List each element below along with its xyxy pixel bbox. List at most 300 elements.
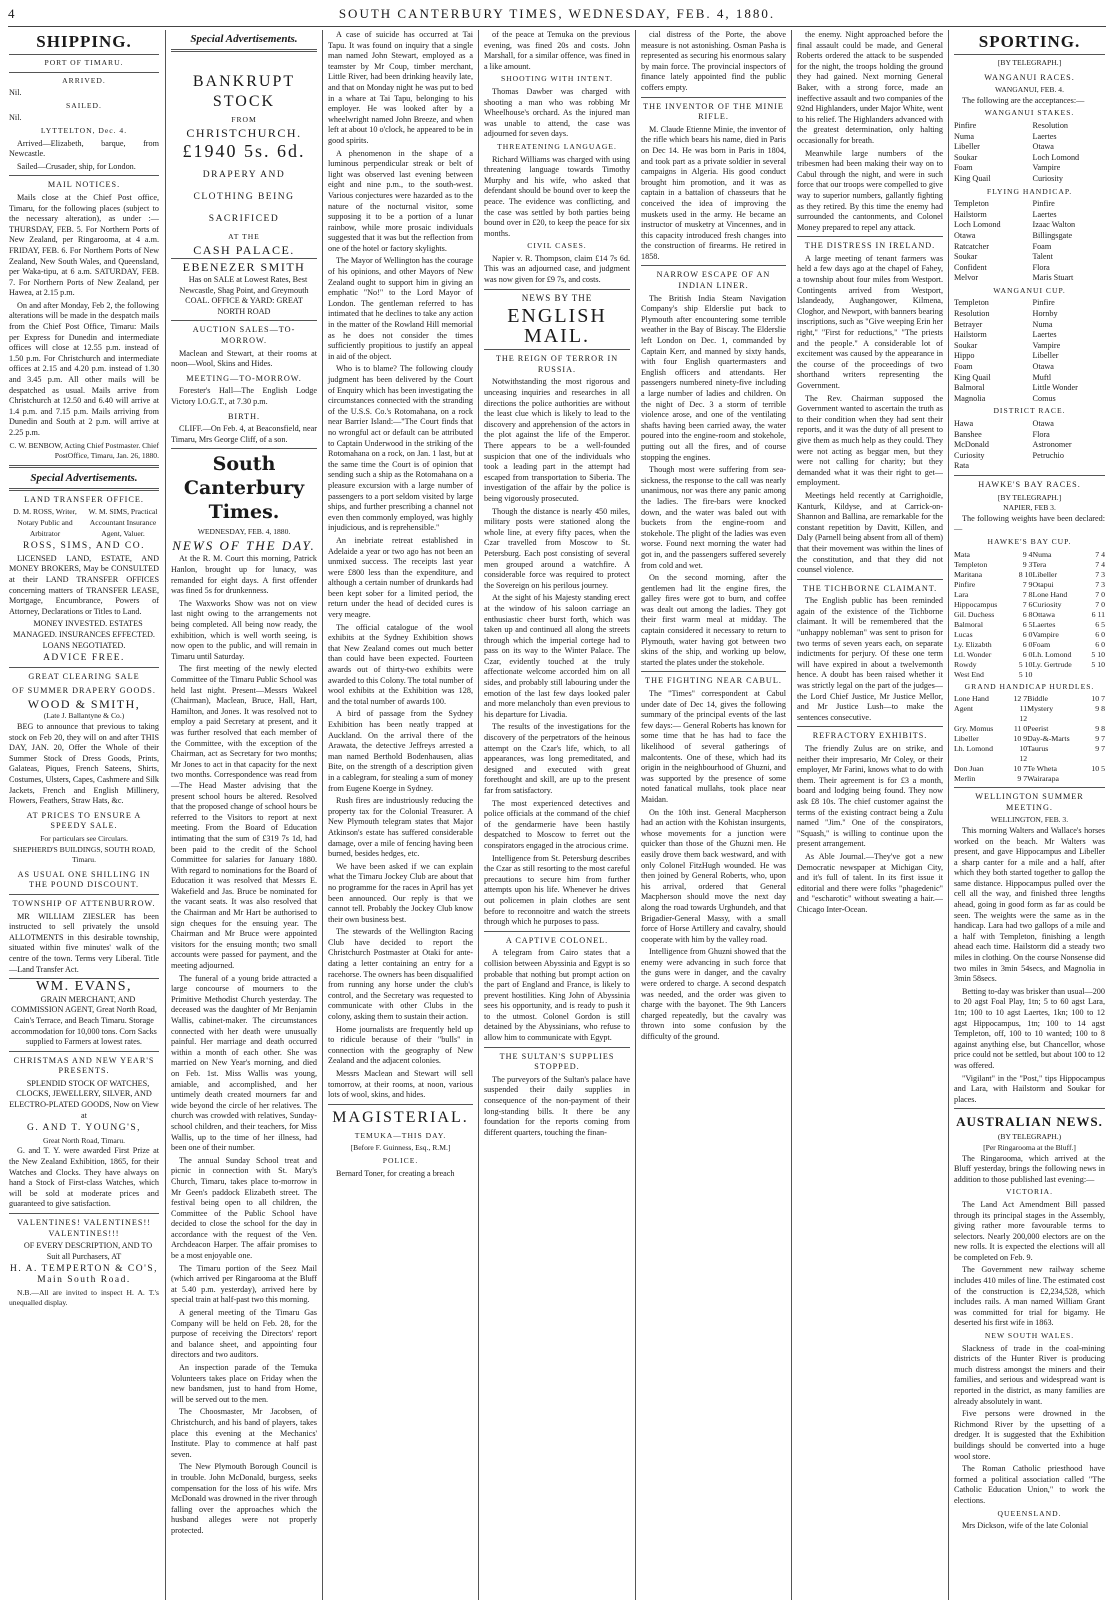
sultan-heading: THE SULTAN'S SUPPLIES STOPPED.	[499, 1051, 615, 1072]
birth-heading: BIRTH.	[227, 411, 261, 421]
entries-right	[1033, 298, 1105, 404]
weights-row	[954, 734, 1105, 744]
entry-name: Hailstorm	[954, 330, 987, 340]
queensland-heading: QUEENSLAND.	[997, 1508, 1062, 1518]
young-heading: G. AND T. YOUNG'S,	[26, 1123, 142, 1134]
evans-heading: WM. EVANS,	[35, 979, 133, 995]
news-item: At the R. M. Court this morning, Patrick Hanlon, brought up for lunacy, was remanded for eight days. A first offender was fined 5s for drunkenness.	[171, 554, 317, 596]
article-para: Intelligence from Ghuzni showed that the enemy were advancing in such force that the guns were in danger, and the cavalry were ordered to charge. A second despatch was needed, and the order was given to charge with the bayonet. The 9th Lancers charged repeatedly, but the cavalry was thrown into some confusion by the difficulty of the ground.	[641, 947, 786, 1042]
horse-weight: 6 11	[1091, 609, 1105, 619]
entry-name: Foam	[954, 163, 973, 173]
entry-name: Resolution	[954, 309, 990, 319]
news-item: The Mayor of Wellington has the courage of his opinions, and other Mayors of New Zealand ought to support him in giving an emphatic "No!" to the Lord Mayor of London. The gentleman referred to has intimated that he declines to take any action in the matter of the Rowland Hill memorial as he does not consider the times sufficiently propitious to justify an appeal in aid of the object.	[328, 256, 473, 361]
speedy-sale: AT PRICES TO ENSURE A SPEEDY SALE.	[26, 810, 142, 831]
entry-name: Laertes	[1032, 131, 1057, 141]
mail-body-2: On and after Monday, Feb 2, the following alterations will be made in the despatch mails from the Chief Post Office, Timaru: Mails per Express for Dunedin and intermediate offices will close at 12.55 p.m. instead of 1.50 p.m. For Christchurch and intermediate offices at 2.15 and 4.20 p.m. instead of 1.30 and 3.45 p.m. All other mails will be despatched as usual. Mails arrive from Christchurch at 12.50 and 6.40 will arrive at 1.4 p.m. and 7.15 p.m. Mails arriving from Dunedin and South at 2 p.m. will arrive at 2.25 p.m.	[9, 300, 159, 437]
article-para: The results of the investigations for the discovery of the perpetrators of the heinous attempt on the Czar's life, which, to all appearances, was long premeditated, and designed and executed with great forethought and skill, are up to the present far from satisfactory.	[484, 722, 630, 795]
mail-heading: MAIL NOTICES.	[47, 180, 121, 190]
horse-weight: 10 9	[1013, 734, 1028, 744]
horse-name: Mystery	[1027, 704, 1054, 714]
horse-name: Balmoral	[954, 619, 984, 629]
entries-district	[954, 419, 1105, 472]
summer-drapery: OF SUMMER DRAPERY GOODS.	[12, 686, 156, 696]
horse-name: Tera	[1032, 559, 1047, 569]
rule	[484, 349, 630, 350]
entry-name: Hippo	[954, 351, 975, 361]
discount-note: AS USUAL ONE SHILLING IN THE POUND DISCOUNT.	[17, 869, 151, 890]
article-para: Mrs Dickson, wife of the late Colonial	[962, 1521, 1089, 1531]
port-heading: PORT OF TIMARU.	[44, 58, 124, 67]
rule	[954, 1108, 1105, 1109]
article-para: Meetings held recently at Carrighoidle, Kanturk, Kildyse, and at Carrick-on-Shannon and Ballina, are remarkable for the constant repetition by Davitt, Killen, and Daly (Parnell being absent from all of them) that their movement was within the lines of the constitution, and that they did not counsel violence.	[797, 490, 943, 575]
article-para: Slackness of trade in the coal-mining districts of the Hunter River is producing much distress amongst the miners and their families, and serious and widespread want is reported in the district, as many families are already absolutely in want.	[954, 1343, 1105, 1406]
rule	[641, 671, 786, 672]
weights-row	[954, 764, 1105, 774]
entry-name: Flora	[1032, 262, 1050, 272]
sporting-heading: SPORTING.	[978, 32, 1081, 51]
rule	[9, 175, 159, 176]
entries-stakes	[954, 121, 1105, 185]
rule	[171, 258, 317, 259]
christchurch-label: CHRISTCHURCH.	[186, 125, 302, 140]
ross-sims-heading: ROSS, SIMS, AND CO.	[23, 541, 145, 552]
horse-name: Ly. Gertrude	[1032, 659, 1072, 669]
entry-name: Ratcatcher	[954, 241, 990, 251]
article-para: The English public has been reminded again of the existence of the Tichborne claimant. It will be remembered that the "unhappy nobleman" was sent to prison for two terms of seven years each, on separate indictments for perjury. Of these one term will have expired in about a twelvemonth hence. A doubt has been raised whether it was strictly legal on the part of the judges—the Lord Chief Justice, Mr Justice Mellor, and Mr Justice Lush—to make the sentences consecutive.	[797, 596, 943, 722]
ireland-heading: THE DISTRESS IN IRELAND.	[804, 241, 936, 251]
entry-name: Otawa	[1032, 419, 1054, 428]
shepherd-buildings: SHEPHERD'S BUILDINGS, SOUTH ROAD, Timaru.	[12, 844, 156, 865]
news-of-day-heading: NEWS OF THE DAY.	[172, 537, 316, 553]
horse-name: Biddle	[1027, 694, 1048, 704]
horse-name	[1032, 670, 1091, 680]
drapery-label: DRAPERY AND CLOTHING BEING SACRIFICED	[193, 170, 295, 225]
victoria-heading: VICTORIA.	[1005, 1187, 1054, 1197]
auction-heading: AUCTION SALES—TO-MORROW.	[192, 325, 296, 345]
acceptances-intro: The following are the acceptances:—	[962, 95, 1085, 105]
news-item: Rush fires are industriously reducing the property tax for the Colonial Treasurer. A New Plymouth telegram states that Major Atkinson's estate has suffered considerable damage, over a mile of fencing having been burned, besides hedges, etc.	[328, 796, 473, 859]
horse-name: Mata	[954, 549, 971, 559]
telegraph-label: [BY TELEGRAPH.]	[997, 492, 1062, 502]
court-subheading: THREATENING LANGUAGE.	[497, 141, 617, 151]
entry-name: Banshee	[954, 429, 982, 439]
court-item: Thomas Dawber was charged with shooting a man who was robbing Mr Wheelhouse's orchard. As the injured man was unable to attend, the case was adjourned for seven days.	[484, 86, 630, 139]
race-heading: DISTRICT RACE.	[993, 406, 1066, 416]
auction-body: Maclean and Stewart, at their rooms at noon—Wool, Skins and Hides.	[171, 348, 317, 369]
ross-card: D. M. ROSS, Writer, Notary Public and Arbitrator	[13, 507, 77, 538]
horse-name: Numa	[1032, 549, 1052, 559]
news-item: An inspection parade of the Temuka Volunteers takes place on Friday when the new bandsmen, just to hand from Home, will be served out to the men.	[171, 1363, 317, 1404]
entry-name: King Quail	[954, 173, 991, 183]
horse-name: Ottawa	[1032, 609, 1055, 619]
news-item: A bird of passage from the Sydney Exhibition has been neatly trapped at Auckland. On the arrival there of the Arawata, the detective Jeffreys arrested a man named Berthold Bodenhausen, alias Bite, on the strength of a description given in a cablegram, for stealing a sum of money from Eugene Koerge in Sydney.	[328, 709, 473, 793]
entry-name: Libeller	[1032, 351, 1059, 361]
entry-name: Flora	[1032, 429, 1050, 439]
partners	[9, 507, 159, 539]
horse-name: Merlin	[954, 774, 976, 784]
evans-body: GRAIN MERCHANT, AND COMMISSION AGENT, Great North Road, Cain's Terrace, and Beach Timaru. Storage accommodation for 10,000 tons. Corn Sacks supplied to Farmers at lowest rates.	[11, 994, 157, 1047]
horse-weight: 5 10	[1018, 669, 1033, 679]
bankrupt-heading: BANKRUPT STOCK	[192, 73, 296, 110]
horse-weight: 11 12	[1019, 704, 1028, 724]
entries-left	[954, 419, 1026, 472]
horse-weight: 7 9	[1022, 579, 1033, 589]
entries-left	[954, 121, 1026, 185]
article-para: Though the distance is nearly 450 miles, military posts were stationed along the whole line, at every fifty paces, when the Czar travelled from Moscow to St. Petersburg. Each post consisting of several men grouped around a watchfire. A considerable force was required to protect the Sovereign on his perilous journey.	[484, 506, 630, 590]
horse-weight: 7 0	[1095, 599, 1105, 609]
article-para: The Roman Catholic priesthood have formed a political association called "The Catholic Education Union," to work the elections.	[954, 1464, 1105, 1505]
arrived-label: ARRIVED.	[62, 75, 106, 85]
horse-weight: 10 12	[1019, 744, 1028, 764]
entry-name: Vampire	[1032, 163, 1061, 173]
from-label: FROM	[231, 115, 257, 124]
meeting-heading: MEETING—TO-MORROW.	[186, 373, 302, 383]
horse-weight: 9 7	[1095, 744, 1105, 754]
entry-name: Loch Lomond	[954, 220, 1001, 230]
rule	[9, 54, 159, 55]
horse-name: Wairarapa	[1027, 774, 1060, 784]
tichborne-heading: THE TICHBORNE CLAIMANT.	[802, 583, 938, 593]
news-item: A case of suicide has occurred at Tai Tapu. It was found on inquiry that a single man named John Stewart, employed as a teamster by Mr Coup, timber merchant, Little River, had been drinking heavily late, and that on Monday night he was put to bed in a whare at Tai Tapu, belonging to his employer. He was looked after by a wheelwright named John Breeze, and when left at about 10 o'clock, he appeared to be in good spirits.	[328, 30, 473, 145]
article-para: Betting to-day was brisker than usual—200 to 20 agst Foal Play, 1tn; 5 to 60 agst Lara, 1tn; 100 to 10 agst Laertes, 1kn; 100 to 12 agst Hippocampus, 1tn; 100 to 14 agst Templeton, off, 100 to 10 wanted; 100 to 8 against anything else, but Chancellor, whose price could not be settled, but about 100 to 12 was offered.	[954, 986, 1105, 1070]
news-by-label: NEWS BY THE	[521, 292, 593, 303]
rule	[171, 448, 317, 449]
rule	[9, 488, 159, 491]
entry-name: Templeton	[954, 298, 989, 308]
article-para: Notwithstanding the most rigorous and unceasing inquiries and researches in all directions the police authorities are without the least clue which is likely to lead to the discovery and apprehension of the actors in the plot against the life of the Emperor. There appears to be a well-founded suspicion that one of the individuals who took a leading part in the attempt had escaped from transportation to Siberia. The investigation of the affair by the police is being vigorously prosecuted.	[484, 377, 630, 503]
sailed-label: SAILED.	[66, 100, 102, 110]
smith-heading: EBENEZER SMITH	[182, 260, 306, 275]
weights-row	[954, 694, 1105, 704]
entries-flying	[954, 199, 1105, 284]
horse-name: Lone Hand	[954, 694, 989, 704]
young-body: SPLENDID STOCK OF WATCHES, CLOCKS, JEWELLERY, SILVER, AND ELECTRO-PLATED GOODS, Now on View at	[9, 1078, 159, 1120]
at-the-label: AT THE	[228, 232, 260, 242]
news-item: The official catalogue of the wool exhibits at the Sydney Exhibition shows that New Zealand comes out much better than could have been expected. Fourteen awards out of thirty-two exhibits were awarded to this Colony. The total number of wool exhibits at the Exhibition was 128, and the total number of awards 100.	[328, 622, 473, 706]
rule	[641, 265, 786, 266]
news-item: The Choosmaster, Mr Jacobsen, of Christchurch, and his band of players, takes place this evening at the Mechanics' Institute. Play to commence at half past seven.	[171, 1407, 317, 1459]
horse-name: Gil. Duchess	[954, 609, 995, 619]
horse-weight: 12 7	[1013, 694, 1028, 704]
article-para: The Land Act Amendment Bill passed through its principal stages in the Assembly, giving rather more favourable terms to selectors. Nearly 200,000 electors are on the new rolls. It is expected the elections will all be completed on Feb. 9.	[954, 1199, 1105, 1262]
entry-name: Hornby	[1032, 309, 1058, 319]
horse-name: Te Wheta	[1027, 764, 1058, 774]
masthead-title: SOUTH CANTERBURY TIMES, WEDNESDAY, FEB. 4, 1880.	[338, 6, 776, 21]
entry-name: Betrayer	[954, 319, 983, 329]
entry-name: Templeton	[954, 199, 989, 209]
cash-palace: CASH PALACE.	[193, 242, 295, 257]
rule	[954, 475, 1105, 476]
horse-weight: 5 10	[1018, 659, 1033, 669]
horse-name: Lara	[954, 589, 969, 599]
entry-name: Little Wonder	[1032, 383, 1078, 393]
court-subheading: SHOOTING WITH INTENT.	[500, 74, 614, 84]
entry-name: Otawa	[1032, 142, 1054, 152]
horse-weight: 7 6	[1022, 599, 1033, 609]
entry-name: Confident	[954, 262, 987, 272]
weights-row	[954, 640, 1105, 650]
horse-name: Day-&-Marts	[1027, 734, 1070, 744]
article-para: This morning Walters and Wallace's horses worked on the beach. Mr Walters was present, and gave Hippocampus and Libeller a sharp canter for a mile and a half, after which they both started together to gallop the same distance. Hippocampus pulled over the cell all the way, and finished three lengths ahead, going in good form as far as could be seen. The weights were the same as in the handicap. Lara had two gallops of a mile and a half with Templeton, finishing a length ahead each time. Hailstorm did a steady two miles in clothing. On the course Nonsense did two miles in 3min 54secs, and Magnolia in 3min 58secs.	[954, 825, 1105, 984]
article-para: "Vigilant" in the "Post," tips Hippocampus and Lara, with Hailstorm and Soukar for places.	[954, 1073, 1105, 1104]
entry-name: Izaac Walton	[1032, 220, 1076, 230]
valentines-note: N.B.—All are invited to inspect H. A. T.'s unequalled display.	[9, 1287, 159, 1308]
entry-name: Talent	[1032, 252, 1053, 262]
horse-name: Gry. Momus	[954, 724, 994, 734]
rule	[9, 667, 159, 668]
entry-name: Billingsgate	[1032, 230, 1073, 240]
news-item: A general meeting of the Timaru Gas Company will be held on Feb. 28, for the purpose of receiving the Directors' report and balance sheet, and appointing four directors and two auditors.	[171, 1308, 317, 1360]
wanganui-date: WANGANUI, FEB. 4.	[995, 85, 1064, 95]
horse-weight: 6 0	[1022, 629, 1033, 639]
paper-nameplate: South Canterbury Times.	[183, 453, 305, 524]
napier-date: NAPIER, FEB 3.	[1003, 503, 1056, 513]
rule	[9, 894, 159, 895]
column-4	[479, 30, 635, 1600]
entry-name: Foam	[1032, 241, 1052, 251]
rule	[9, 1051, 159, 1052]
article-para: The Government new railway scheme includes 410 miles of line. The estimated cost of the construction is £2,234,528, which includes rails. A man named William Grant was committed for trial for bigamy. He deserted his first wife in 1863.	[954, 1265, 1105, 1328]
entries-cup	[954, 298, 1105, 404]
circulars-note: For particulars see Circulars.	[40, 834, 128, 843]
news-item: The New Plymouth Borough Council is in trouble. John McDonald, burgess, seeks compensation for the loss of his wife. Mrs McDonald was drowned in the river through falling over the approaches which the husband alleges were not properly protected.	[171, 1462, 317, 1535]
horse-name: West End	[954, 669, 984, 679]
article-para: M. Claude Etienne Minie, the inventor of the rifle which bears his name, died in Paris on Dec 14. He was born in Paris in 1804, and took part as a private soldier in several campaigns in Algeria. His good conduct brought him promotion, and it was as captain in a battalion of chasseurs that he conceived the idea of improving the muskets used in the army. He became an instructor of musketry at Vincennes, and in this capacity introduced fresh changes into the construction of firearms. He retired in 1858.	[641, 124, 786, 261]
rule	[9, 465, 159, 468]
rule	[484, 931, 630, 932]
entry-name: Resolution	[1032, 120, 1069, 130]
valentines-heading: VALENTINES! VALENTINES!! VALENTINES!!!	[17, 1218, 151, 1238]
entry-name: Soukar	[954, 152, 978, 162]
telegraph-label: (BY TELEGRAPH.)	[997, 1132, 1062, 1142]
wellington-date: WELLINGTON, FEB. 3.	[990, 815, 1069, 825]
horse-weight: 5 10	[1091, 659, 1105, 669]
lyttelton-sailing: Sailed—Crusader, ship, for London.	[17, 161, 136, 171]
meeting-body: Forester's Hall—The English Lodge Victory I.O.G.T., at 7.30 p.m.	[171, 386, 317, 406]
horse-name: Foam	[1032, 639, 1051, 649]
article-para: A telegram from Cairo states that a collision between Abyssinia and Egypt is so probable that nothing but prompt action on the part of England and France, is likely to prevent hostilities. King John of Abyssinia sees his opportunity, and is ready to push it to the utmost. Colonel Gordon is still detained by the Abyssinians, who refuse to allow him to communicate with Egypt.	[484, 948, 630, 1043]
bankrupt-amount: £1940 5s. 6d.	[182, 141, 306, 162]
entry-name: Numa	[954, 131, 975, 141]
news-item: The Timaru portion of the Seez Mail (which arrived per Ringarooma at the Bluff at 5.40 p.m. yesterday), arrived here by special train at half-past two this morning.	[171, 1263, 317, 1305]
horse-name: Laertes	[1032, 619, 1056, 629]
horse-weight	[1091, 774, 1105, 784]
article-para: Five persons were drowned in the Richmond River by the upsetting of a dredger. It is suggested that the Exhibition buildings should be converted into a huge wool store.	[954, 1409, 1105, 1461]
news-item: The first meeting of the newly elected Committee of the Timaru Public School was held last night. Present—Messrs Wakeel (Chairman), Maclean, Bruce, Hall, Hart, Hamilton, and Jones. It was resolved not to employ a paid Secretary at present, and it was further resolved that each member of the Committee, with the exception of the Chairman, act as Secretary for two months; Mr Jones to act in that capacity for the next two months. Correspondence was read from—The Head Master advising that the present school hours be altered. Resolved that the proposed change of school hours be referred to the Visitors to report at next meeting. From the Board of Education intimating that the sum of £319 7s 1d, had been paid to the credit of the School Committee for salaries for January 1880. With regard to nominations for the Board of Education it was resolved that Messrs E. Wakefield and Jas. Bruce be nominated for the vacant seats. It was also resolved that the Chairman and Mr Hart be authorised to sign cheques for the ensuing year. The Chairman and Mr Bruce were appointed visitors for the ensuing month; two small accounts were passed for payment, and the meeting adjourned.	[171, 664, 317, 971]
article-para: the enemy. Night approached before the final assault could be made, and General Roberts ordered the attack to be suspended for the night, the troops holding the ground they had gained. Next morning General Baker, with a strong force, made an ineffective assault and two companies of the 92nd Highlanders, under Major White, went to his relief. The Highlanders advanced with the greatest determination, only halting occasionally for breath.	[797, 30, 943, 145]
horse-weight: 6 0	[1022, 639, 1033, 649]
entry-name: Maris Stuart	[1032, 273, 1074, 283]
article-para: The friendly Zulus are on strike, and neither their impresario, Mr Coley, or their employer, Mr Farini, knows what to do with them. Their agreement is for £3 a month, board and lodging being found. They now ask £8 10s. The chief customer against the terms of the existing contract being a Zulu named "Jim." One of the conspirators, "Squash," is willing to continue upon the present arrangement.	[797, 744, 943, 849]
weights-intro: The following weights have been declared:—	[954, 513, 1105, 534]
horse-weight: 10 7	[1091, 694, 1105, 704]
horse-name: Libeller	[954, 734, 979, 744]
entry-name: Balmoral	[954, 383, 985, 393]
article-para: The purveyors of the Sultan's palace have suspended their daily supplies in consequence of the non-payment of their long-standing bills. It there be any foundation for the reports coming from different quarters, touching the finan-	[484, 1074, 630, 1137]
rule	[797, 236, 943, 237]
wood-smith-heading: WOOD & SMITH,	[27, 696, 141, 711]
birth-body: CLIFF.—On Feb. 4, at Beaconsfield, near Timaru, Mrs George Cliff, of a son.	[171, 424, 317, 444]
nsw-heading: NEW SOUTH WALES.	[984, 1331, 1075, 1341]
young-more: G. and T. Y. were awarded First Prize at the New Zealand Exhibition, 1865, for their Watches and Clocks. They have always on hand a Stock of First-class Watches, which will be sold at moderate prices and guaranteed to give satisfaction.	[9, 1146, 159, 1209]
rule	[171, 49, 317, 52]
ross-sims-body: LICENSED LAND, ESTATE, AND MONEY BROKERS, May be CONSULTED at their LAND TRANSFER OFFICES concerning matters of TRANSFER LEASE, Mortgage, Encumbrance, Powers of Attorney, Declarations or Titles to Land.	[9, 553, 159, 616]
entry-name: Curiosity	[1032, 173, 1064, 183]
rule	[484, 1047, 630, 1048]
entry-name: Numa	[1032, 319, 1053, 329]
article-para: The Ringarooma, which arrived at the Bluff yesterday, brings the following news in addition to those published last evening:—	[954, 1153, 1105, 1184]
race-heading: WANGANUI STAKES.	[984, 108, 1075, 118]
entry-name: Curiosity	[954, 450, 985, 460]
horse-weight: 6 0	[1095, 639, 1105, 649]
horse-name: Ly. Elizabth	[954, 639, 992, 649]
entries-left	[954, 298, 1026, 404]
sailed-value: Nil.	[9, 113, 22, 123]
weights-table-hurdles	[954, 694, 1105, 784]
horse-name: Hippocampus	[954, 599, 998, 609]
rule	[954, 54, 1105, 55]
entry-name: Laertes	[1032, 209, 1057, 219]
horse-weight: 9 8	[1095, 704, 1105, 714]
article-para: Meanwhile large numbers of the tribesmen had been making their way on to Cabul through the night, and were in such force that our troops were compelled to give way to superior numbers, gallantly fighting as they retired. By this time the enemy had surrounded the cantonments, and Colonel Money prepared to repel any attack.	[797, 148, 943, 232]
horse-weight: 7 3	[1095, 569, 1105, 579]
article-para: cial distress of the Porte, the above measure is not astonishing. Osman Pasha is represented as securing his enormous salary by main force. The provincial inspectors of finance lately appointed find the public coffers empty.	[641, 30, 786, 92]
court-item: of the peace at Temuka on the previous evening, was fined 20s and costs. John Marshall, for a similar offence, was fined in a like amount.	[484, 30, 630, 71]
court-subheading: CIVIL CASES.	[527, 241, 587, 251]
horse-weight: 6 8	[1022, 609, 1033, 619]
horse-name: Ltl. Wonder	[954, 649, 992, 659]
shipping-heading: SHIPPING.	[36, 32, 132, 51]
entries-right	[1033, 419, 1105, 472]
weights-row	[954, 670, 1105, 680]
article-para: A large meeting of tenant farmers was held a few days ago at the chapel of Fahey, a township about four miles from Westport. Contingents arrived from Westport, Islandeady, Aughangower, Kilmena, Cloghor, and Newport, with banners bearing inscriptions, such as "Give weeping Erin her right," "First for reductions," "The priests and the people." A considerable lot of excitement was caused by the appearance in the course of the proceedings of two shorthand writers representing the Government.	[797, 253, 943, 390]
horse-name: Don Juan	[954, 764, 984, 774]
entry-name: Soukar	[954, 252, 978, 262]
article-para: Though most were suffering from sea-sickness, the response to the call was nearly unanimous, nor was there any panic among the ladies. The fire-bars were knocked down, and the water was baled out with buckets from the engine-room and stokehole. The plight of the ladies was even worse. Found next morning the water had got in, and the passengers suffered severely from cold and wet.	[641, 465, 786, 570]
horse-name: Agent	[954, 704, 974, 714]
temperton-heading: H. A. TEMPERTON & CO'S, Main South Road.	[10, 1264, 158, 1285]
weights-row	[954, 660, 1105, 670]
rule	[171, 320, 317, 321]
entries-left	[954, 199, 1026, 284]
horse-weight: 9 7	[1095, 734, 1105, 744]
horse-weight: 5 10	[1091, 649, 1105, 659]
entry-name: Comus	[1032, 393, 1056, 403]
rule	[954, 787, 1105, 788]
entry-name: Pinfire	[1032, 199, 1055, 209]
arrived-value: Nil.	[9, 88, 22, 98]
horse-name: Taurus	[1027, 744, 1049, 754]
horse-weight: 7 4	[1095, 559, 1105, 569]
english-mail-heading: ENGLISH MAIL.	[507, 305, 607, 348]
entry-name: Pinfire	[1032, 298, 1055, 308]
horse-name: Otapui	[1032, 579, 1054, 589]
police-label: POLICE.	[382, 1155, 419, 1165]
weights-row	[954, 650, 1105, 660]
weights-row	[954, 774, 1105, 784]
article-para: At the sight of his Majesty standing erect at the window of his saloon carriage an enthusiastic cheer burst forth, which was taken up and continued all along the streets through which the imperial cortege had to pass on its way to the Winter Palace. The Czar, evidently touched at the truly affectionate welcome accorded him on all sides, and probably still labouring under the emotion of the last few days looked paler and more melancholy than even previous to his departure for Livadia.	[484, 593, 630, 719]
horse-weight: 11 0	[1013, 724, 1028, 734]
hawkes-bay-heading: HAWKE'S BAY RACES.	[978, 479, 1081, 489]
wanganui-heading: WANGANUI RACES.	[984, 72, 1075, 82]
horse-name: Curiosity	[1032, 599, 1062, 609]
rule	[9, 1213, 159, 1214]
horse-name: Lucas	[954, 629, 973, 639]
entry-name: Soukar	[954, 340, 978, 350]
entry-name: Petruchio	[1032, 450, 1064, 460]
special-ads-heading-2: Special Advertisements.	[190, 33, 298, 45]
weights-row	[954, 550, 1105, 560]
masthead-rule	[8, 26, 1106, 27]
entry-name: Pinfire	[954, 120, 977, 130]
weights-row	[954, 744, 1105, 764]
land-transfer-heading: LAND TRANSFER OFFICE.	[24, 494, 144, 504]
zeisler-body: MR WILLIAM ZIESLER has been instructed to sell privately the unsold ALLOTMENTS in this desirable township, situated within five minutes' walk of the centre of the town. Terms very Liberal. Title—Land Transfer Act.	[9, 911, 159, 974]
rule	[797, 726, 943, 727]
advice-free: ADVICE FREE.	[43, 653, 125, 664]
clearing-sale-heading: GREAT CLEARING SALE	[28, 671, 140, 681]
horse-weight: 6 5	[1022, 619, 1033, 629]
weights-row	[954, 724, 1105, 734]
cabul-heading: THE FIGHTING NEAR CABUL.	[645, 676, 782, 686]
liner-heading: NARROW ESCAPE OF AN INDIAN LINER.	[656, 270, 771, 291]
mail-body: Mails close at the Chief Post office, Timaru, for the following places (subject to the necessary alteration), as under :— THURSDAY, FEB. 5. For Northern Ports of New Zealand, per Ringarooma, at 4 a.m. FRIDAY, FEB. 6. For Northern Ports of New Zealand, New South Wales, and Queensland, per Waka-tipu, at 6 a.m. SATURDAY, FEB. 7. For Northern Ports of New Zealand, per Hawea, at 2.15 p.m.	[9, 192, 159, 298]
horse-name: Lh. Lomond	[1032, 649, 1072, 659]
ross-sims-services: MONEY INVESTED. ESTATES MANAGED. INSURANCES EFFECTED. LOANS NEGOTIATED.	[13, 619, 155, 650]
entry-name: Muftl	[1032, 372, 1052, 382]
temuka-heading: TEMUKA—THIS DAY.	[354, 1130, 447, 1140]
column-3	[323, 30, 478, 1600]
rule	[328, 1104, 473, 1105]
ringarooma-label: [Per Ringarooma at the Bluff.]	[983, 1142, 1076, 1152]
news-item: A phenomenon in the shape of a luminous perpendicular streak or belt of light was observed last evening between eight and nine p.m., to the south-west. Various conjectures were hazarded as to the nature of the nocturnal visitor, some supposing it to be a portion of a lunar rainbow, while more prosaic individuals suggested that it was but the reflection from one of the hotel or factory skylights.	[328, 148, 473, 253]
column-5	[636, 30, 791, 1600]
article-para: As Able Journal.—They've got a new Democratic newspaper at Michigan City, and it's full of talent. In its first issue it editorial and there were folks "phagedenic" and "escharotic" without sweating a hair.—Chicago Inter-Ocean.	[797, 851, 943, 914]
horse-name: Lone Hand	[1032, 589, 1068, 599]
valentines-body: OF EVERY DESCRIPTION, AND TO Suit all Purchasers, AT	[23, 1241, 153, 1261]
before-label: [Before F. Guinness, Esq., R.M.]	[350, 1143, 451, 1153]
nameplate-date: WEDNESDAY, FEB. 4, 1880.	[197, 527, 291, 537]
page-number: 4	[8, 6, 15, 21]
horse-name: Rowdy	[954, 659, 977, 669]
entry-name: Laertes	[1032, 330, 1057, 340]
horse-name: Libeller	[1032, 569, 1058, 579]
news-item: Home journalists are frequently held up to ridicule because of their "bulls" in connection with the geography of New Zealand and the adjacent colonies.	[328, 1024, 473, 1066]
mail-signature: C. W. BENBOW, Acting Chief Postmaster. Chief PostOffice, Timaru, Jan. 26, 1880.	[9, 440, 159, 461]
weights-row	[954, 560, 1105, 570]
entry-name: McDonald	[954, 440, 990, 450]
refractory-heading: REFRACTORY EXHIBITS.	[812, 731, 928, 741]
race-heading: WANGANUI CUP.	[993, 285, 1066, 295]
entry-name: King Quail	[954, 372, 991, 382]
news-item: Messrs Maclean and Stewart will sell tomorrow, at their rooms, at noon, various lots of wool, skins, and hides.	[328, 1069, 473, 1100]
news-item: The annual Sunday School treat and picnic in connection with St. Mary's Church, Timaru, takes place to-morrow in Mr Geen's paddock Elizabeth street. The festival being open to all children, the Committee of the Public School have decided to close the school for the day in accordance with the request of the Ven. Archdeacon Harper. The affair promises to be a most enjoyable one.	[171, 1155, 317, 1261]
news-item: The funeral of a young bride attracted a large concourse of mourners to the Primitive Methodist Church yesterday. The deceased was the daughter of Mr Benjamin Wallis, cabinet-maker. The circumstances connected with her death were unusually painful. Her marriage and death occurred within a month of each other. She was married on New Year's morning, and died on Feb. 1st. Miss Wallis was young, amiable, and accomplished, and her untimely death created mourners far and wide beyond the circle of her relatives. The church was crowded with relatives, Sunday-school children, and their teachers, for Miss Wallis, up to the time of her illness, had been one of their number.	[171, 973, 317, 1153]
article-para: On the second morning, after the gentlemen had lit the engine fires, the galley fires were got to burn, and coffee was dealt out among the ladies. They got their first warm meal at midday. The captain considered it necessary to return to Plymouth, water having got between two skins of the ship, and working up below, started the plates under the stokehole.	[641, 573, 786, 667]
wellington-heading: WELLINGTON SUMMER MEETING.	[975, 792, 1084, 812]
horse-weight: 8 10	[1018, 569, 1033, 579]
wood-smith-sub: (Late J. Ballantyne & Co.)	[43, 711, 125, 721]
rule	[797, 579, 943, 580]
entry-name: Hailstorm	[954, 209, 987, 219]
horse-weight: 6 0	[1095, 629, 1105, 639]
weights-row	[954, 600, 1105, 610]
horse-weight: 9 7	[1017, 774, 1028, 784]
horse-name: Maritana	[954, 569, 983, 579]
horse-name: Pinfire	[954, 579, 976, 589]
column-2	[166, 30, 322, 1600]
telegraph-label: [BY TELEGRAPH.]	[997, 58, 1062, 67]
